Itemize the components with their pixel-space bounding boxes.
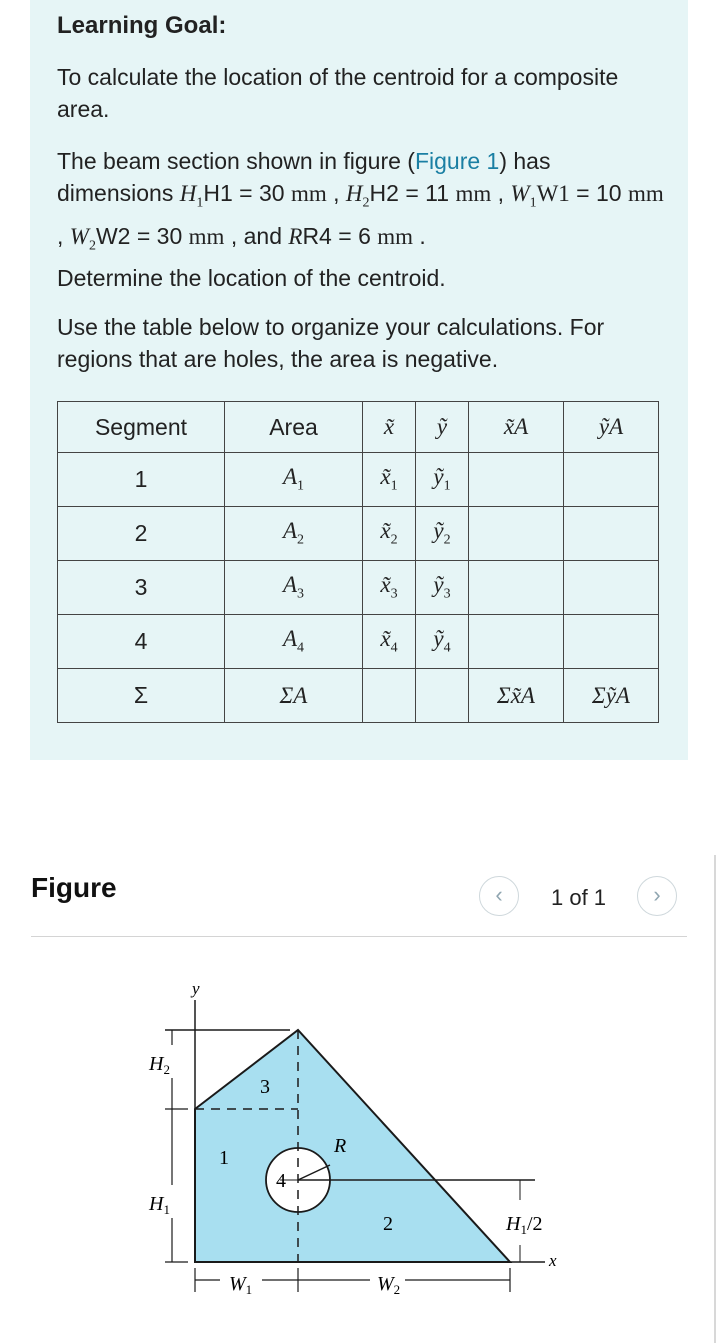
h2-label: $H_2$ — [149, 1053, 170, 1077]
y-axis-label: y — [192, 979, 200, 998]
header-segment: Segment — [58, 402, 225, 453]
y-tilde-cell: ỹ$_3$ — [416, 561, 469, 615]
area-cell: $A_1$ — [225, 453, 363, 507]
sum-segment-cell: Σ — [58, 669, 225, 723]
problem-statement: The beam section shown in figure (Figure 1) has dimensions $H_1H1 = 30$ mm , $H_2H2 = 11$ mm , $W_1W1 = 10$ mm , $W_2W2 = 30$ mm , and RR4 = 6 mm . Determine the location of the centroid. — [57, 148, 664, 292]
x-tilde-cell: $x̃_4$ — [363, 615, 416, 669]
h1-half-label: $H_1/2$ — [506, 1213, 543, 1237]
figure-pager: 1 of 1 — [551, 885, 607, 910]
chevron-right-icon: › — [653, 882, 661, 907]
x-axis-label: x — [549, 1251, 557, 1270]
segment-cell: 3 — [58, 561, 225, 615]
y-tilde-cell: ỹ$_2$ — [416, 507, 469, 561]
segment-2-label: 2 — [383, 1213, 393, 1235]
figure-title: Figure — [31, 872, 117, 903]
learning-goal-text: To calculate the location of the centroid for a composite area. — [57, 64, 619, 122]
sum-xa-cell: Σx̃A — [469, 669, 564, 723]
area-cell: $A_3$ — [225, 561, 363, 615]
header-area: Area — [225, 402, 363, 453]
x-tilde-cell: $x̃_2$ — [363, 507, 416, 561]
header-ya: ỹA — [564, 402, 659, 453]
area-cell: $A_4$ — [225, 615, 363, 669]
header-x-tilde: x̃ — [363, 402, 416, 453]
segment-4-label: 4 — [276, 1170, 286, 1192]
h1-label: $H_1$ — [149, 1193, 170, 1217]
x-tilde-cell: $x̃_1$ — [363, 453, 416, 507]
header-xa: x̃A — [469, 402, 564, 453]
w2-label: $W_2$ — [377, 1273, 401, 1297]
area-cell: $A_2$ — [225, 507, 363, 561]
learning-goal-title: Learning Goal: — [57, 12, 227, 39]
chevron-left-icon: ‹ — [495, 882, 503, 907]
sum-area-cell: ΣA — [225, 669, 363, 723]
header-y-tilde: ỹ — [416, 402, 469, 453]
segment-cell: 2 — [58, 507, 225, 561]
instructions-text: Use the table below to organize your calculations. For regions that are holes, the area is negative. — [57, 314, 605, 372]
y-tilde-cell: ỹ$_1$ — [416, 453, 469, 507]
segment-cell: 1 — [58, 453, 225, 507]
segment-cell: 4 — [58, 615, 225, 669]
beam-section-shape — [195, 1030, 510, 1262]
radius-label: R — [334, 1135, 347, 1157]
sum-ya-cell: ΣỹA — [564, 669, 659, 723]
figure-link[interactable]: Figure 1 — [414, 148, 500, 174]
x-tilde-cell: $x̃_3$ — [363, 561, 416, 615]
y-tilde-cell: ỹ$_4$ — [416, 615, 469, 669]
w1-label: $W_1$ — [229, 1273, 253, 1297]
segment-1-label: 1 — [219, 1147, 229, 1169]
segment-3-label: 3 — [260, 1076, 270, 1098]
